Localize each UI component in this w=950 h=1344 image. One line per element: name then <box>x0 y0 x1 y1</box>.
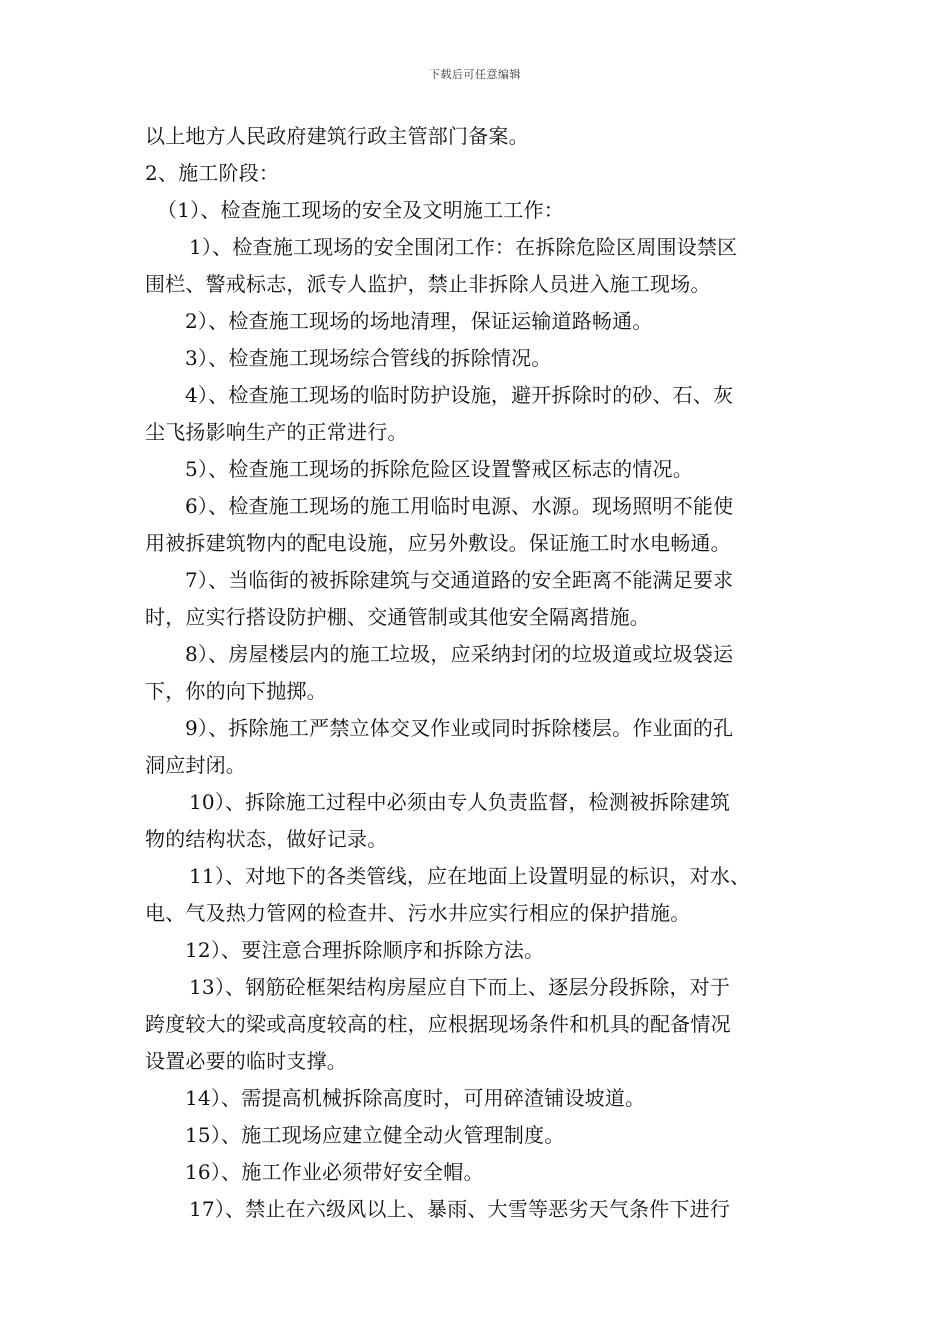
list-item-line: 17）、禁止在六级风以上、暴雨、大雪等恶劣天气条件下进行 <box>189 1197 731 1221</box>
list-item-line: 3）、检查施工现场综合管线的拆除情况。 <box>185 346 552 370</box>
list-item-line: 9）、拆除施工严禁立体交叉作业或同时拆除楼层。作业面的孔 <box>185 716 734 740</box>
list-item-line: 4）、检查施工现场的临时防护设施，避开拆除时的砂、石、灰 <box>185 383 734 407</box>
list-item-line: 13）、钢筋砼框架结构房屋应自下而上、逐层分段拆除，对于 <box>189 975 731 999</box>
list-item-line: 8）、房屋楼层内的施工垃圾，应采纳封闭的垃圾道或垃圾袋运 <box>185 642 734 666</box>
list-item-continuation: 尘飞扬影响生产的正常进行。 <box>145 420 408 444</box>
list-item-line: 1）、检查施工现场的安全围闭工作：在拆除危险区周围设禁区 <box>189 235 738 259</box>
list-item-continuation: 时，应实行搭设防护棚、交通管制或其他安全隔离措施。 <box>145 605 650 629</box>
list-item-continuation: 物的结构状态，做好记录。 <box>145 827 388 851</box>
list-item-line: 14）、需提高机械拆除高度时，可用碎渣铺设坡道。 <box>185 1086 646 1110</box>
list-item-continuation: 用被拆建筑物内的配电设施，应另外敷设。保证施工时水电畅通。 <box>145 531 731 555</box>
paragraph-line: 以上地方人民政府建筑行政主管部门备案。 <box>145 124 529 148</box>
list-item-line: 6）、检查施工现场的施工用临时电源、水源。现场照明不能使 <box>185 494 734 518</box>
list-item-line: 10）、拆除施工过程中必须由专人负责监督，检测被拆除建筑 <box>189 790 731 814</box>
list-item-line: 16）、施工作业必须带好安全帽。 <box>185 1160 484 1184</box>
list-item-line: 12）、要注意合理拆除顺序和拆除方法。 <box>185 938 545 962</box>
document-body <box>145 118 811 1228</box>
list-item-line: 15）、施工现场应建立健全动火管理制度。 <box>185 1123 565 1147</box>
list-item-line: 7）、当临街的被拆除建筑与交通道路的安全距离不能满足要求 <box>185 568 734 592</box>
page-header: 下载后可任意编辑 <box>429 68 521 81</box>
list-item-continuation: 洞应封闭。 <box>145 753 246 777</box>
subsection-heading: （1）、检查施工现场的安全及文明施工工作： <box>157 198 564 222</box>
section-heading: 2、施工阶段： <box>145 161 280 185</box>
list-item-continuation: 设置必要的临时支撑。 <box>145 1049 347 1073</box>
list-item-continuation: 下，你的向下抛掷。 <box>145 679 327 703</box>
list-item-line: 2）、检查施工现场的场地清理，保证运输道路畅通。 <box>185 309 653 333</box>
list-item-line: 11）、对地下的各类管线，应在地面上设置明显的标识，对水、 <box>189 864 751 888</box>
list-item-continuation: 电、气及热力管网的检查井、污水井应实行相应的保护措施。 <box>145 901 691 925</box>
list-item-continuation: 围栏、警戒标志，派专人监护，禁止非拆除人员进入施工现场。 <box>145 272 711 296</box>
list-item-continuation: 跨度较大的梁或高度较高的柱，应根据现场条件和机具的配备情况 <box>145 1012 731 1036</box>
list-item-line: 5）、检查施工现场的拆除危险区设置警戒区标志的情况。 <box>185 457 693 481</box>
